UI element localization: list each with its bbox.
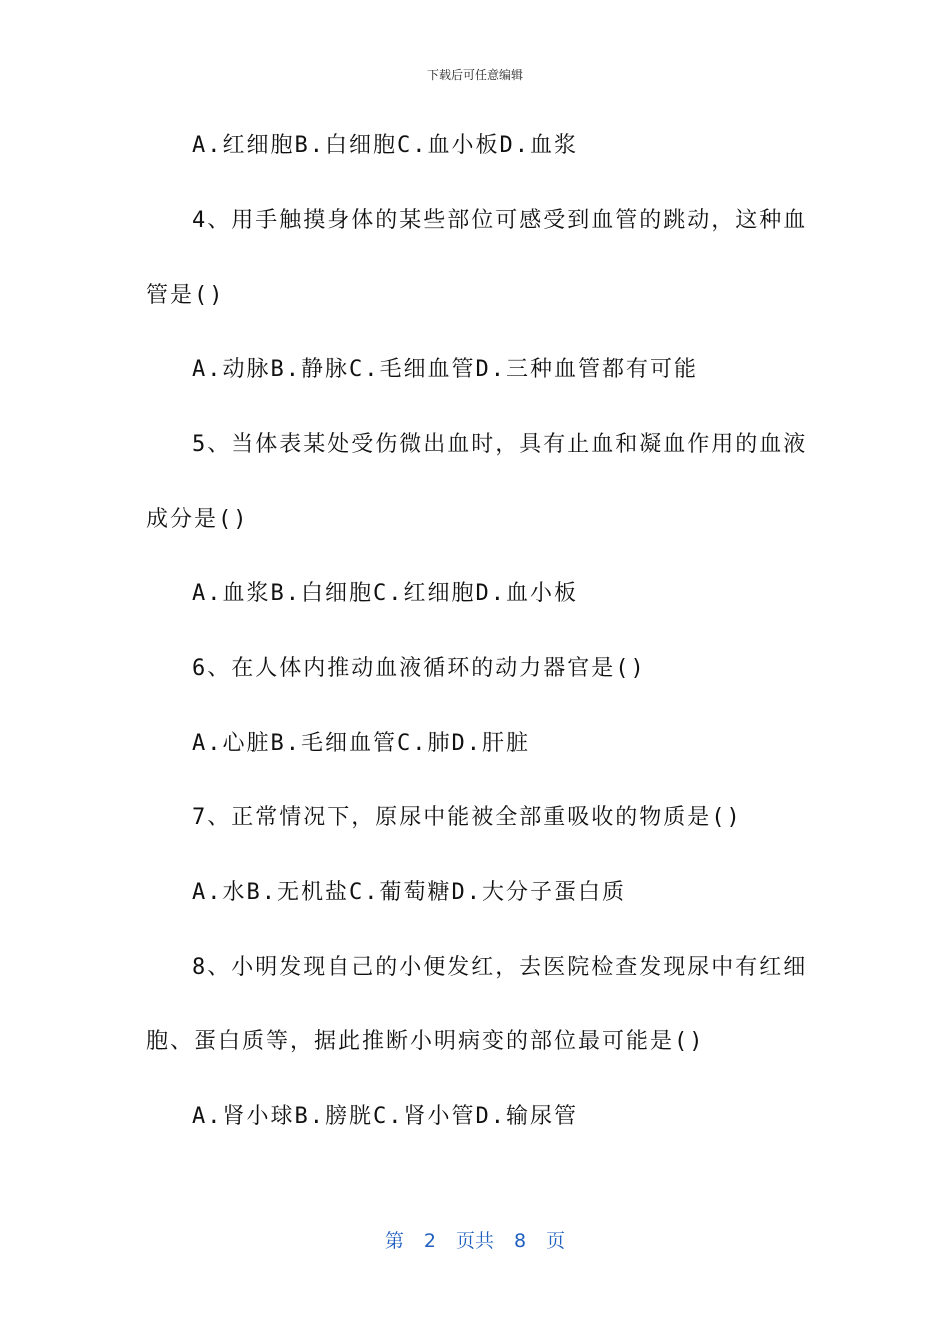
- answer-options-q4: A.动脉B.静脉C.毛细血管D.三种血管都有可能: [192, 357, 698, 382]
- answer-options-q6: A.心脏B.毛细血管C.肺D.肝脏: [192, 731, 530, 756]
- footer-middle: 页共: [455, 1230, 494, 1252]
- footer-prefix: 第: [384, 1230, 404, 1252]
- footer-suffix: 页: [546, 1230, 566, 1252]
- answer-options-q3: A.红细胞B.白细胞C.血小板D.血浆: [192, 133, 578, 158]
- answer-options-q7: A.水B.无机盐C.葡萄糖D.大分子蛋白质: [192, 880, 626, 905]
- answer-options-q5: A.血浆B.白细胞C.红细胞D.血小板: [192, 581, 578, 606]
- question-5-line-2: 成分是(): [146, 507, 249, 532]
- total-pages-number: 8: [514, 1230, 527, 1252]
- question-4-line-1: 4、用手触摸身体的某些部位可感受到血管的跳动，这种血: [192, 208, 808, 233]
- question-8-line-2: 胞、蛋白质等，据此推断小明病变的部位最可能是(): [146, 1029, 705, 1054]
- question-5-line-1: 5、当体表某处受伤微出血时，具有止血和凝血作用的血液: [192, 432, 808, 457]
- question-8-line-1: 8、小明发现自己的小便发红，去医院检查发现尿中有红细: [192, 955, 808, 980]
- page-header-note: 下载后可任意编辑: [426, 68, 523, 82]
- page-number-footer: [0, 1226, 950, 1253]
- question-6: 6、在人体内推动血液循环的动力器官是(): [192, 656, 646, 681]
- question-7: 7、正常情况下，原尿中能被全部重吸收的物质是(): [192, 805, 742, 830]
- current-page-number: 2: [423, 1230, 436, 1252]
- question-4-line-2: 管是(): [146, 283, 225, 308]
- answer-options-q8: A.肾小球B.膀胱C.肾小管D.输尿管: [192, 1104, 578, 1129]
